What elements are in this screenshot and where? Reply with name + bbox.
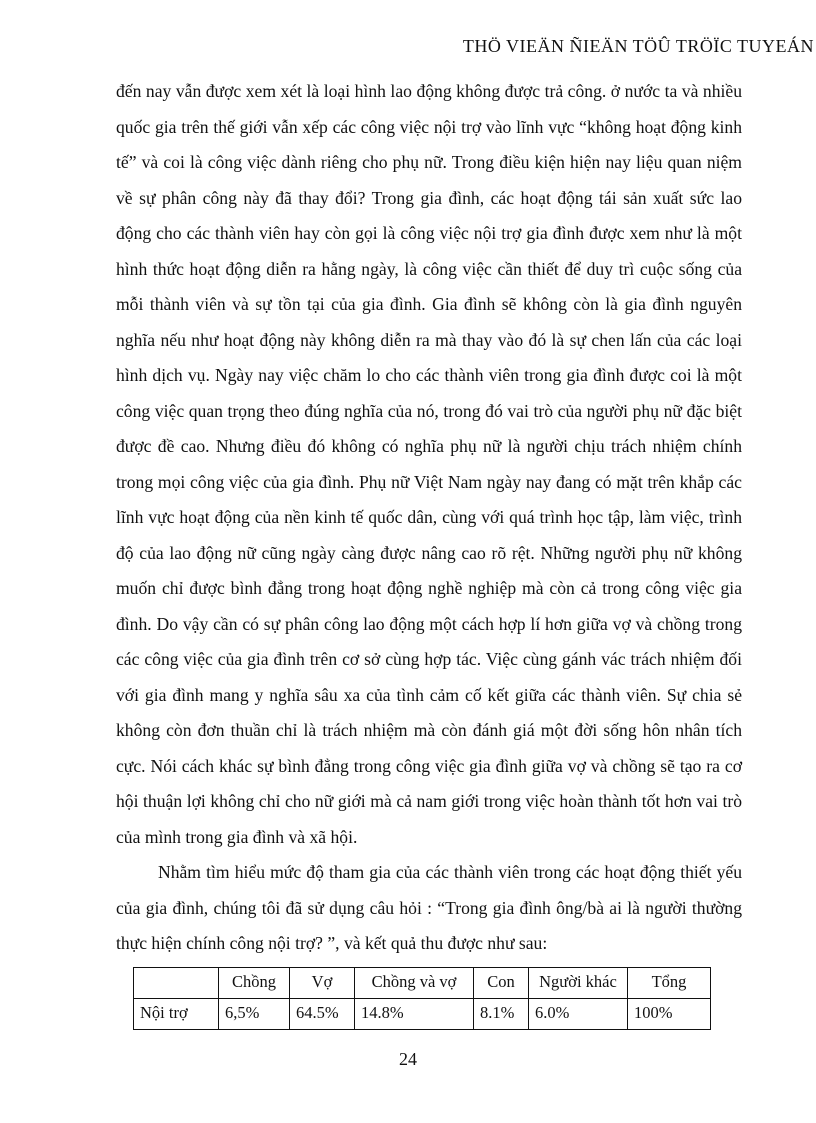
results-table [133,967,711,1030]
table-cell: Nội trợ [134,999,219,1030]
table-row [134,999,711,1030]
table-cell: 6,5% [219,999,290,1030]
table-cell: 64.5% [290,999,355,1030]
body-text [116,74,742,962]
table-cell: 6.0% [529,999,628,1030]
page-number: 24 [399,1049,417,1069]
table-header-cell: Chồng [219,968,290,999]
table-header-cell: Tổng [628,968,711,999]
table-header-cell [134,968,219,999]
table-header-cell: Con [474,968,529,999]
table-cell: 8.1% [474,999,529,1030]
table-header-row [134,968,711,999]
table-cell: 100% [628,999,711,1030]
table-cell: 14.8% [355,999,474,1030]
page-header: THÖ VIEÄN ÑIEÄN TÖÛ TRÖÏC TUYEÁN [462,36,814,56]
paragraph-1: đến nay vẫn được xem xét là loại hình lao động không được trả công. ở nước ta và nhiều quốc gia trên thế giới vẫn xếp các công việc nội trợ vào lĩnh vực “không hoạt động kinh tế” và coi là công việc dành riêng cho phụ nữ. Trong điều kiện hiện nay liệu quan niệm về sự phân công này đã thay đổi? Trong gia đình, các hoạt động tái sản xuất sức lao động cho các thành viên hay còn gọi là công việc nội trợ gia đình được xem như là một hình thức hoạt động diễn ra hằng ngày, là công việc cần thiết để duy trì cuộc sống của mỗi thành viên và sự tồn tại của gia đình. Gia đình sẽ không còn là gia đình nguyên nghĩa nếu như hoạt động này không diễn ra mà thay vào đó là sự chen lấn của các loại hình dịch vụ. Ngày nay việc chăm lo cho các thành viên trong gia đình được coi là một công việc quan trọng theo đúng nghĩa của nó, trong đó vai trò của người phụ nữ đặc biệt được đề cao. Nhưng điều đó không có nghĩa phụ nữ là người chịu trách nhiệm chính trong mọi công việc của gia đình. Phụ nữ Việt Nam ngày nay đang có mặt trên khắp các lĩnh vực hoạt động của nền kinh tế quốc dân, cùng với quá trình học tập, làm việc, trình độ của lao động nữ cũng ngày càng được nâng cao rõ rệt. Những người phụ nữ không muốn chỉ được bình đẳng trong hoạt động nghề nghiệp mà còn cả trong công việc gia đình. Do vậy cần có sự phân công lao động một cách hợp lí hơn giữa vợ và chồng trong các công việc của gia đình trên cơ sở cùng hợp tác. Việc cùng gánh vác trách nhiệm đối với gia đình mang y nghĩa sâu xa của tình cảm cố kết giữa các thành viên. Sự chia sẻ không còn đơn thuần chỉ là trách nhiệm mà còn đánh giá một đời sống hôn nhân tích cực. Nói cách khác sự bình đẳng trong công việc gia đình giữa vợ và chồng sẽ tạo ra cơ hội thuận lợi không chỉ cho nữ giới mà cả nam giới trong việc hoàn thành tốt hơn vai trò của mình trong gia đình và xã hội. [116,81,742,847]
table-header-cell: Người khác [529,968,628,999]
table-header-cell: Chồng và vợ [355,968,474,999]
table-header-cell: Vợ [290,968,355,999]
paragraph-2: Nhằm tìm hiểu mức độ tham gia của các thành viên trong các hoạt động thiết yếu của gia đình, chúng tôi đã sử dụng câu hỏi : “Trong gia đình ông/bà ai là người thường thực hiện chính công nội trợ? ”, và kết quả thu được như sau: [116,862,742,953]
